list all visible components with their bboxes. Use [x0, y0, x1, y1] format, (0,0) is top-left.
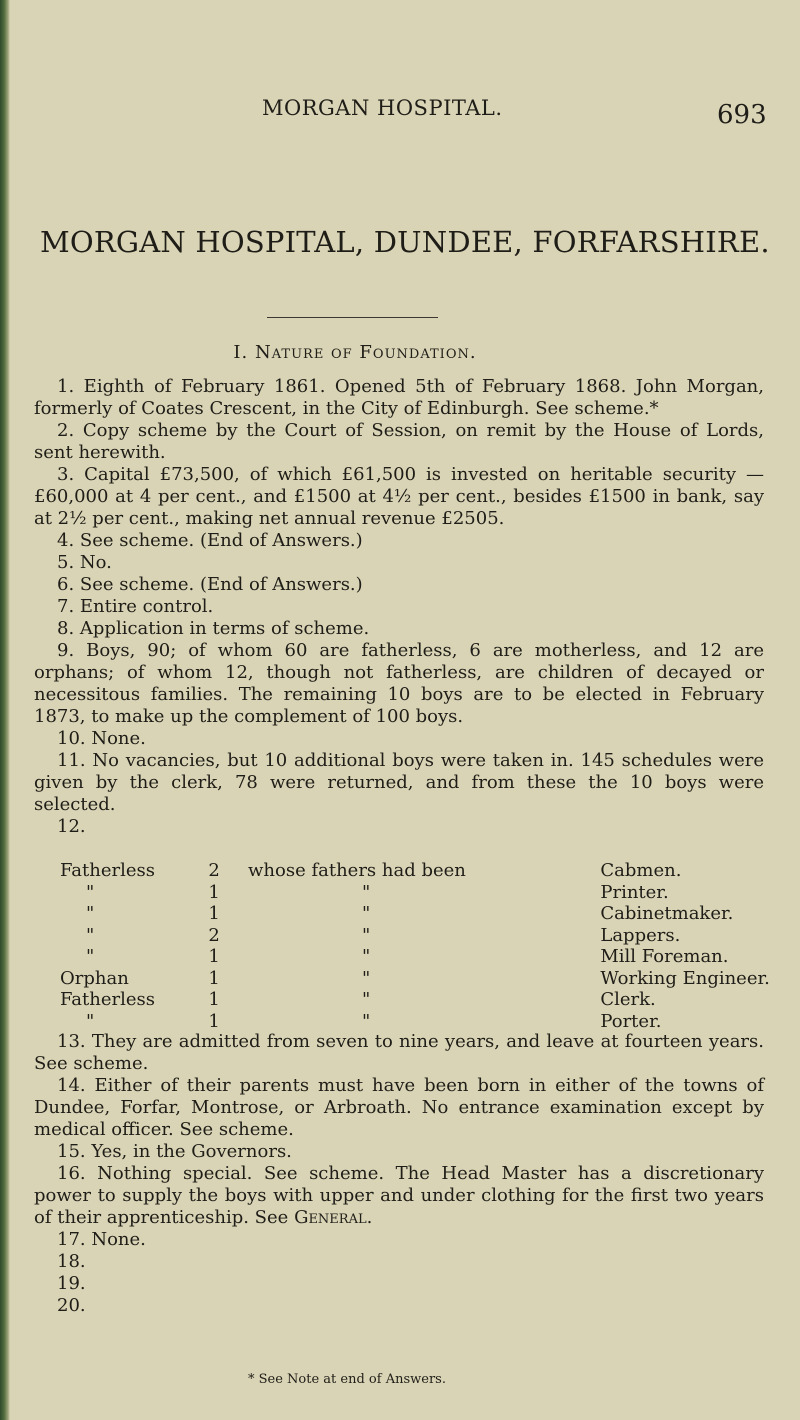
answer-4: 4. See scheme. (End of Answers.) — [57, 530, 363, 551]
occupation-cell: Cabmen. — [600, 860, 682, 881]
answer-12: 12. — [57, 816, 86, 837]
page-number: 693 — [717, 100, 767, 130]
relation-cell: " — [362, 989, 371, 1010]
relation-cell: " — [362, 924, 371, 946]
answer-16 — [34, 1163, 764, 1229]
answer-1: 1. Eighth of February 1861. Opened 5th of February 1868. John Morgan, formerly of Coates Crescent, in the City of Edinburgh. See scheme.* — [34, 376, 764, 419]
footnote: * See Note at end of Answers. — [248, 1372, 446, 1387]
answer-13: 13. They are admitted from seven to nine years, and leave at fourteen years. See scheme. — [34, 1031, 764, 1074]
answer-6: 6. See scheme. (End of Answers.) — [57, 574, 363, 595]
section-heading: I. Nature of Foundation. — [233, 342, 477, 363]
answer-5: 5. No. — [57, 552, 112, 573]
count-cell: 1 — [208, 881, 220, 903]
status-cell: Fatherless — [60, 989, 155, 1010]
count-cell: 2 — [208, 924, 220, 946]
answer-14: 14. Either of their parents must have been born in either of the towns of Dundee, Forfar, Montrose, or Arbroath. No entrance examination except by medical officer. See scheme. — [34, 1075, 764, 1140]
count-cell: 1 — [208, 946, 220, 967]
answer-20: 20. — [57, 1295, 86, 1316]
status-cell: Orphan — [60, 967, 129, 989]
answer-10: 10. None. — [57, 728, 146, 749]
table-row — [60, 989, 800, 1011]
page-binding-edge — [0, 0, 10, 1420]
answers-part-one — [34, 376, 764, 838]
count-cell: 1 — [208, 967, 220, 989]
relation-cell: " — [362, 946, 371, 967]
relation-cell: " — [362, 903, 371, 924]
count-cell: 1 — [208, 989, 220, 1010]
occupation-cell: Lappers. — [600, 924, 681, 946]
table-row — [60, 968, 800, 990]
status-cell: " — [86, 881, 95, 903]
running-title: MORGAN HOSPITAL. — [262, 96, 503, 120]
answer-16-text: 16. Nothing special. See scheme. The Head Master has a discretionary power to supply the boys with upper and under clothing for the first two years of their apprenticeship. See — [34, 1163, 764, 1228]
relation-cell: " — [362, 967, 371, 989]
answer-19: 19. — [57, 1273, 86, 1294]
occupation-cell: Porter. — [600, 1010, 662, 1032]
answer-8: 8. Application in terms of scheme. — [57, 618, 370, 639]
count-cell: 1 — [208, 1010, 220, 1032]
answer-18: 18. — [57, 1251, 86, 1272]
status-cell: " — [86, 924, 95, 946]
answer-11: 11. No vacancies, but 10 additional boys were taken in. 145 schedules were given by the clerk, 78 were returned, and from these the 10 boys were selected. — [34, 750, 764, 815]
title-rule — [267, 317, 438, 318]
count-cell: 1 — [208, 903, 220, 924]
answer-3: 3. Capital £73,500, of which £61,500 is invested on heritable security —£60,000 at 4 per cent., and £1500 at 4½ per cent., besides £1500 in bank, say at 2½ per cent., making net annual revenue £2505. — [34, 464, 764, 529]
count-cell: 2 — [208, 860, 220, 881]
occupation-cell: Clerk. — [600, 989, 656, 1010]
status-cell: " — [86, 946, 95, 967]
occupation-cell: Cabinetmaker. — [600, 903, 734, 924]
answer-7: 7. Entire control. — [57, 596, 214, 617]
table-row — [60, 925, 800, 947]
status-cell: " — [86, 903, 95, 924]
table-row — [60, 903, 800, 925]
occupation-cell: Mill Foreman. — [600, 946, 729, 967]
answer-2: 2. Copy scheme by the Court of Session, on remit by the House of Lords, sent herewith. — [34, 420, 764, 463]
occupation-cell: Printer. — [600, 881, 669, 903]
answer-9: 9. Boys, 90; of whom 60 are fatherless, 6 are motherless, and 12 are orphans; of whom 12, though not fatherless, are children of decayed or necessitous families. The remaining 10 boys are to be elected in February 1873, to make up the complement of 100 boys. — [34, 640, 764, 727]
answer-15: 15. Yes, in the Governors. — [57, 1141, 292, 1162]
table-row — [60, 946, 800, 968]
answers-part-two — [34, 1031, 764, 1317]
status-cell: Fatherless — [60, 860, 155, 881]
relation-cell: whose fathers had been — [248, 860, 466, 881]
document-title: MORGAN HOSPITAL, DUNDEE, FORFARSHIRE. — [40, 225, 770, 259]
relation-cell: " — [362, 1010, 371, 1032]
answer-17: 17. None. — [57, 1229, 146, 1250]
parents-occupation-table — [60, 860, 800, 1032]
table-row — [60, 860, 800, 882]
occupation-cell: Working Engineer. — [600, 967, 770, 989]
relation-cell: " — [362, 881, 371, 903]
status-cell: " — [86, 1010, 95, 1032]
table-row — [60, 882, 800, 904]
answer-16-reference: General. — [294, 1207, 373, 1228]
table-row — [60, 1011, 800, 1033]
